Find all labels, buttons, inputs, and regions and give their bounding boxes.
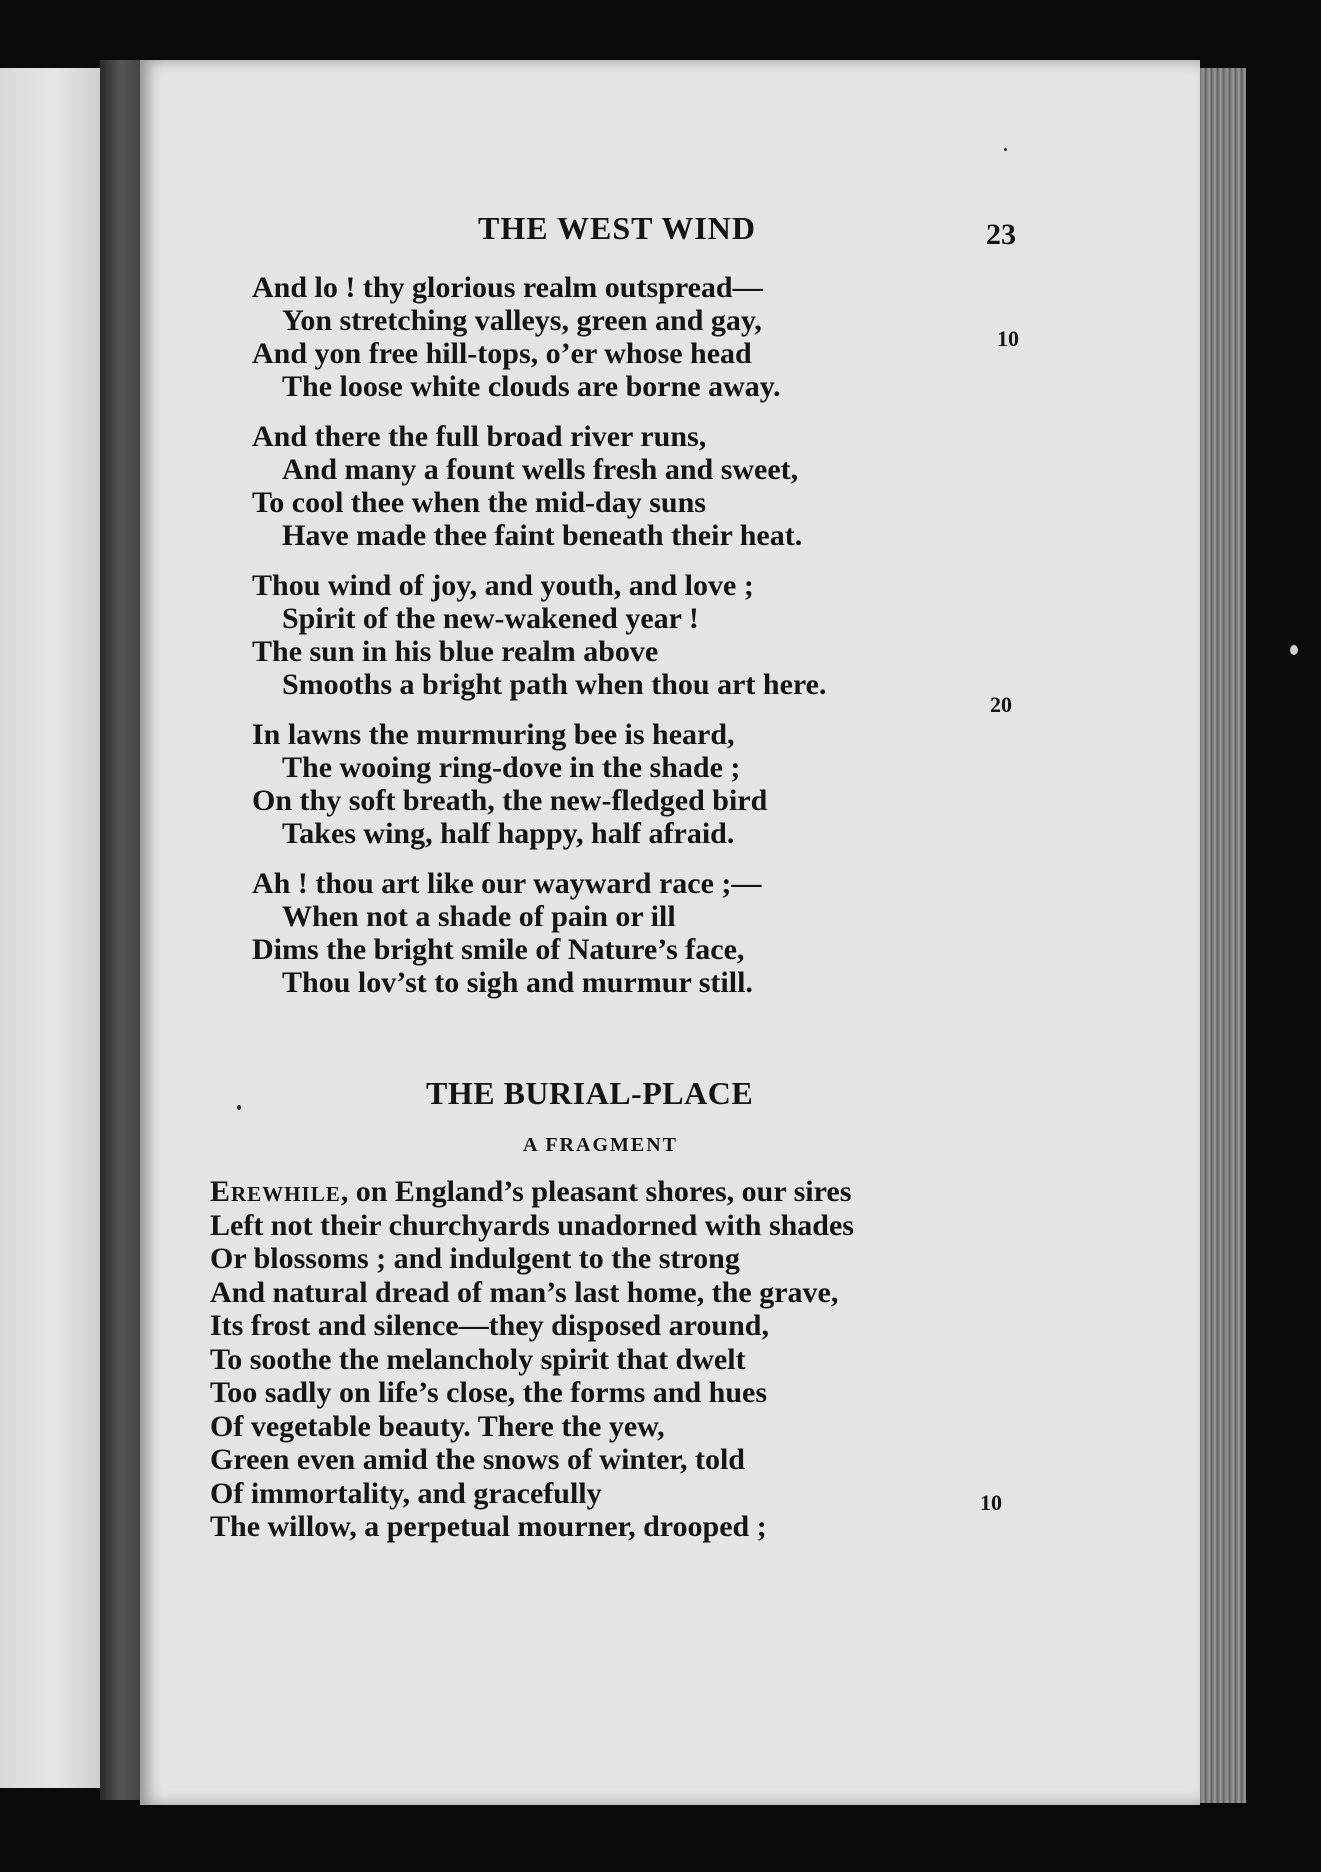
page-number: 23 bbox=[986, 218, 1016, 251]
section-title: THE BURIAL-PLACE bbox=[426, 1075, 754, 1111]
poem-line: Thou lov’st to sigh and murmur still. bbox=[282, 966, 753, 999]
section-subtitle: A FRAGMENT bbox=[523, 1134, 678, 1156]
poem-line: In lawns the murmuring bee is heard, bbox=[252, 718, 735, 751]
poem-line: The sun in his blue realm above bbox=[252, 635, 659, 668]
poem-line: Green even amid the snows of winter, told bbox=[210, 1443, 745, 1476]
poem-west-wind bbox=[252, 271, 827, 1016]
poem-line: The willow, a perpetual mourner, drooped ; bbox=[210, 1510, 767, 1543]
poem-line: Its frost and silence—they disposed around, bbox=[210, 1309, 769, 1342]
poem-line: When not a shade of pain or ill bbox=[282, 900, 676, 933]
poem-line: Left not their churchyards unadorned with shades bbox=[210, 1208, 854, 1242]
poem-line: Have made thee faint beneath their heat. bbox=[282, 519, 803, 552]
poem-line: And yon free hill-tops, o’er whose head bbox=[252, 337, 752, 370]
poem-line: Or blossoms ; and indulgent to the strong bbox=[210, 1242, 740, 1275]
running-head: THE WEST WIND bbox=[478, 210, 756, 246]
poem-line: And many a fount wells fresh and sweet, bbox=[282, 453, 799, 486]
stanza bbox=[252, 420, 827, 552]
stanza bbox=[252, 718, 827, 850]
poem-line: Smooths a bright path when thou art here. bbox=[282, 668, 827, 701]
poem-line: Too sadly on life’s close, the forms and hues bbox=[210, 1376, 767, 1409]
poem-line: Of immortality, and gracefully bbox=[210, 1476, 602, 1510]
line-number: 10 bbox=[980, 1490, 1002, 1515]
poem-line: To soothe the melancholy spirit that dwelt bbox=[210, 1342, 746, 1376]
drop-word: Erewhile bbox=[210, 1175, 341, 1208]
poem-line: Spirit of the new-wakened year ! bbox=[282, 602, 699, 635]
stanza bbox=[252, 867, 827, 999]
poem-line: Of vegetable beauty. There the yew, bbox=[210, 1409, 665, 1443]
poem-line: And lo ! thy glorious realm outspread— bbox=[252, 271, 763, 304]
page-edge-stack bbox=[1200, 68, 1246, 1803]
poem-line: To cool thee when the mid-day suns bbox=[252, 486, 706, 519]
poem-line: On thy soft breath, the new-fledged bird bbox=[252, 784, 768, 817]
poem-line: Yon stretching valleys, green and gay, bbox=[282, 304, 762, 337]
poem-line: Thou wind of joy, and youth, and love ; bbox=[252, 569, 754, 602]
poem-burial-place bbox=[210, 1175, 854, 1544]
line-number: 20 bbox=[990, 692, 1012, 717]
poem-line: The loose white clouds are borne away. bbox=[282, 370, 781, 403]
poem-line bbox=[210, 1175, 854, 1209]
scan-speck bbox=[1004, 148, 1007, 151]
first-line-rest: , on England’s pleasant shores, our sires bbox=[340, 1175, 852, 1208]
poem-line: And there the full broad river runs, bbox=[252, 420, 707, 453]
scan-speck bbox=[1290, 645, 1298, 655]
poem-line: And natural dread of man’s last home, the grave, bbox=[210, 1275, 839, 1309]
scan-speck bbox=[237, 1105, 241, 1110]
poem-line: Dims the bright smile of Nature’s face, bbox=[252, 933, 745, 966]
previous-page-edge bbox=[0, 68, 100, 1788]
poem-line: Takes wing, half happy, half afraid. bbox=[282, 817, 735, 850]
stanza bbox=[252, 569, 827, 701]
poem-line: Ah ! thou art like our wayward race ;— bbox=[252, 867, 762, 900]
line-number: 10 bbox=[997, 326, 1019, 351]
poem-line: The wooing ring-dove in the shade ; bbox=[282, 751, 741, 784]
stanza bbox=[252, 271, 827, 403]
